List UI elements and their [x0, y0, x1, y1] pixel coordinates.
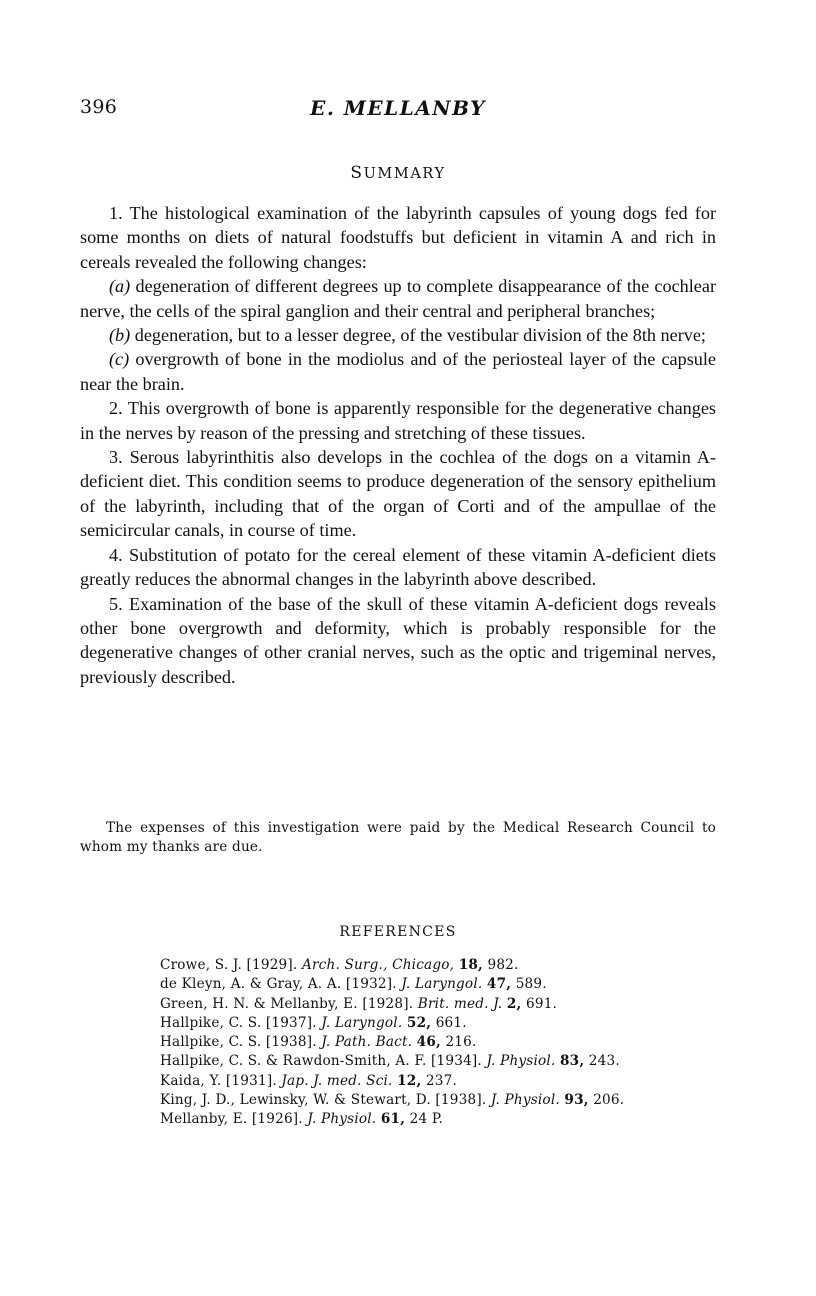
- references-heading: REFERENCES: [339, 924, 457, 940]
- ref-journal: Jap. J. med. Sci.: [281, 1072, 393, 1089]
- item-number: 5.: [109, 593, 123, 614]
- acknowledgement-text: The expenses of this investigation were paid by the Medical Research Council to whom my thanks are due.: [80, 820, 716, 855]
- summary-item: [80, 445, 716, 543]
- item-number: 1.: [109, 203, 123, 223]
- ref-volume: 18,: [458, 957, 483, 973]
- summary-item: [80, 396, 716, 445]
- reference-entry: [160, 1091, 700, 1110]
- ref-volume: 46,: [416, 1034, 441, 1051]
- ref-journal: J. Physiol.: [486, 1053, 556, 1070]
- summary-item: [80, 543, 716, 592]
- ref-pages: 237.: [425, 1072, 457, 1089]
- ref-authors: Hallpike, C. S. [1937].: [160, 1014, 317, 1031]
- reference-entry: [160, 1014, 700, 1033]
- summary-subitem: [80, 323, 716, 347]
- ref-volume: 93,: [564, 1092, 589, 1109]
- reference-entry: [160, 995, 700, 1014]
- page-number: 396: [80, 96, 118, 118]
- subitem-label: (a): [109, 276, 131, 297]
- ref-volume: 83,: [560, 1053, 585, 1070]
- item-text: Examination of the base of the skull of these vitamin A-deficient dogs reveals other bone overgrowth and deformity, which is probably responsible for the degenerative changes of other cranial nerves, such as the optic and trigeminal nerves, previously described.: [80, 593, 716, 687]
- ref-journal: J. Laryngol.: [401, 976, 483, 993]
- ref-journal: Brit. med. J.: [417, 995, 503, 1012]
- ref-volume: 12,: [397, 1072, 422, 1089]
- item-number: 4.: [109, 544, 123, 565]
- ref-authors: Mellanby, E. [1926].: [160, 1111, 303, 1128]
- reference-entry: [160, 1110, 700, 1129]
- subitem-text: degeneration of different degrees up to complete disappearance of the cochlear nerve, the cells of the spiral ganglion and their central and peripheral branches;: [80, 276, 717, 321]
- ref-volume: 2,: [506, 995, 522, 1012]
- ref-pages: 982.: [487, 957, 519, 973]
- ref-authors: Crowe, S. J. [1929].: [160, 957, 298, 973]
- ref-pages: 216.: [445, 1034, 477, 1051]
- ref-authors: King, J. D., Lewinsky, W. & Stewart, D. [1938].: [160, 1092, 487, 1109]
- summary-heading-initial: S: [350, 163, 364, 183]
- ref-pages: 24 P.: [409, 1111, 444, 1128]
- ref-journal: J. Laryngol.: [321, 1014, 403, 1031]
- ref-pages: 206.: [593, 1092, 625, 1109]
- item-text: Substitution of potato for the cereal element of these vitamin A-deficient diets greatly reduces the abnormal changes in the labyrinth above described.: [80, 544, 717, 590]
- summary-item: [80, 592, 716, 690]
- page-header: [80, 96, 716, 126]
- summary-heading: [80, 163, 716, 183]
- item-text: The histological examination of the labyrinth capsules of young dogs fed for some months on diets of natural foodstuffs but deficient in vitamin A and rich in cereals revealed the following changes:: [80, 203, 717, 272]
- subitem-text: degeneration, but to a lesser degree, of the vestibular division of the 8th nerve;: [134, 325, 706, 346]
- ref-pages: 691.: [526, 995, 558, 1012]
- ref-journal: J. Physiol.: [307, 1111, 377, 1128]
- ref-pages: 589.: [515, 976, 547, 993]
- reference-entry: [160, 975, 700, 994]
- ref-journal: J. Path. Bact.: [321, 1034, 413, 1051]
- summary-body: [80, 201, 716, 689]
- ref-pages: 661.: [435, 1014, 467, 1031]
- summary-subitem: [80, 347, 716, 396]
- ref-authors: Hallpike, C. S. [1938].: [160, 1034, 317, 1051]
- summary-subitem: [80, 274, 716, 323]
- running-head: E. MELLANBY: [310, 96, 486, 120]
- ref-volume: 61,: [380, 1111, 406, 1128]
- ref-volume: 52,: [406, 1014, 432, 1031]
- ref-volume: 47,: [486, 976, 512, 993]
- ref-journal: Arch. Surg., Chicago,: [301, 957, 455, 973]
- subitem-text: overgrowth of bone in the modiolus and of the periosteal layer of the capsule near the brain.: [80, 349, 717, 394]
- acknowledgement-note: [80, 819, 716, 857]
- item-number: 3.: [109, 447, 123, 468]
- ref-journal: J. Physiol.: [490, 1092, 560, 1109]
- summary-heading-rest: UMMARY: [363, 166, 446, 182]
- reference-entry: [160, 1072, 700, 1091]
- ref-authors: de Kleyn, A. & Gray, A. A. [1932].: [160, 976, 397, 993]
- item-number: 2.: [109, 398, 123, 419]
- ref-pages: 243.: [588, 1053, 620, 1070]
- ref-authors: Hallpike, C. S. & Rawdon-Smith, A. F. [1934].: [160, 1053, 482, 1070]
- reference-entry: [160, 956, 700, 975]
- references-list: [160, 956, 700, 1130]
- item-text: This overgrowth of bone is apparently responsible for the degenerative changes in the nerves by reason of the pressing and stretching of these tissues.: [80, 398, 717, 443]
- summary-item: [80, 201, 716, 274]
- ref-authors: Kaida, Y. [1931].: [160, 1072, 277, 1089]
- item-text: Serous labyrinthitis also develops in the cochlea of the dogs on a vitamin A-deficient diet. This condition seems to produce degeneration of the sensory epithelium of the labyrinth, including that of the organ of Corti and of the ampullae of the semicircular canals, in course of time.: [80, 447, 717, 541]
- subitem-label: (b): [109, 325, 131, 346]
- reference-entry: [160, 1052, 700, 1071]
- subitem-label: (c): [109, 349, 130, 370]
- ref-authors: Green, H. N. & Mellanby, E. [1928].: [160, 995, 414, 1012]
- reference-entry: [160, 1033, 700, 1052]
